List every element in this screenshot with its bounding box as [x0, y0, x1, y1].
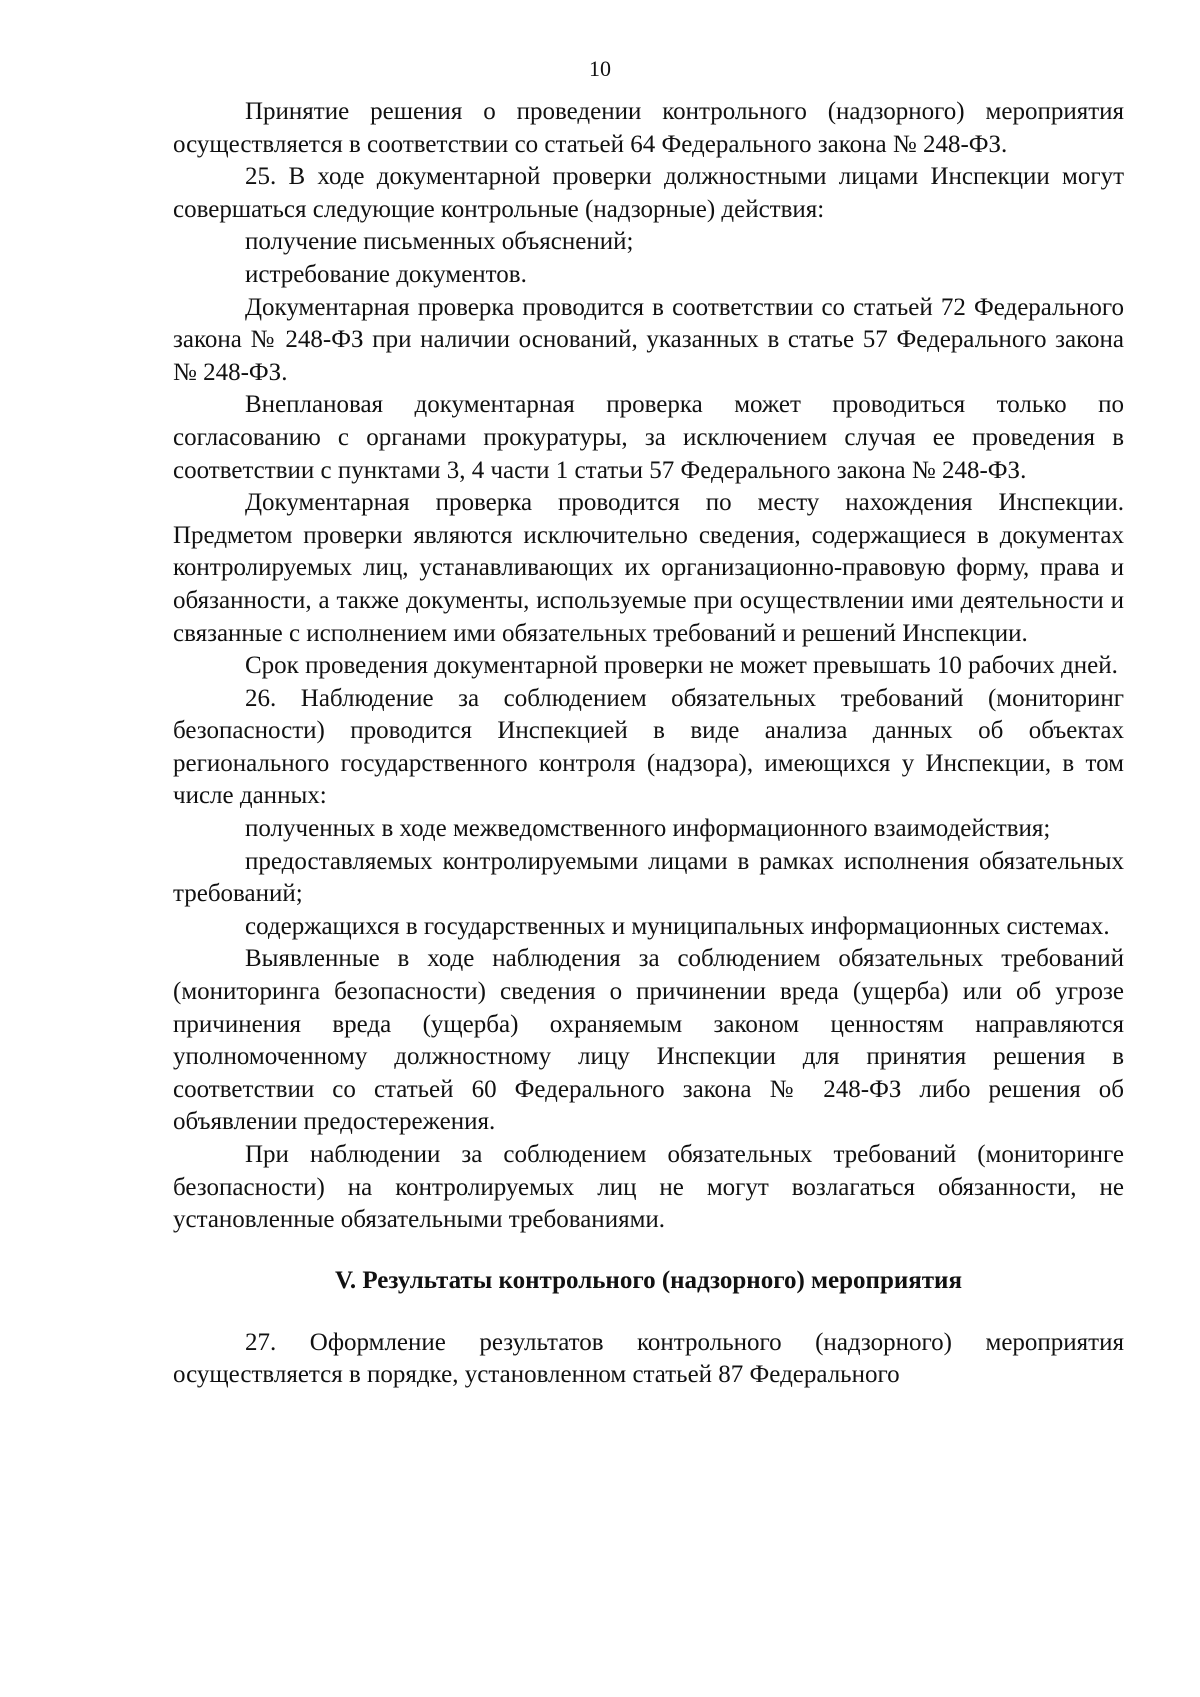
list-item: получение письменных объяснений;	[245, 228, 634, 256]
document-body	[173, 96, 1124, 1392]
section-heading: V. Результаты контрольного (надзорного) мероприятия	[335, 1266, 962, 1294]
list-item: предоставляемых контролируемыми лицами в рамках исполнения обязательных требований;	[173, 847, 1124, 908]
paragraph: 27. Оформление результатов контрольного (надзорного) мероприятия осуществляется в порядке, установленном статьей 87 Федерального	[173, 1328, 1124, 1389]
list-item: полученных в ходе межведомственного информационного взаимодействия;	[245, 815, 1051, 843]
paragraph: Документарная проверка проводится по месту нахождения Инспекции. Предметом проверки являются исключительно сведения, содержащиеся в документах контролируемых лиц, устанавливающих их организационно-правовую форму, права и обязанности, а также документы, используемые при осуществлении ими деятельности и связанные с исполнением ими обязательных требований и решений Инспекции.	[173, 489, 1124, 647]
paragraph: Выявленные в ходе наблюдения за соблюдением обязательных требований (мониторинга безопасности) сведения о причинении вреда (ущерба) или об угрозе причинения вреда (ущерба) охраняемым законом ценностям направляются уполномоченному должностному лицу Инспекции для принятия решения в соответствии со статьей 60 Федерального закона № 248-ФЗ либо решения об объявлении предостережения.	[173, 945, 1124, 1136]
list-item: содержащихся в государственных и муниципальных информационных системах.	[245, 912, 1110, 940]
paragraph: При наблюдении за соблюдением обязательных требований (мониторинге безопасности) на контролируемых лиц не могут возлагаться обязанности, не установленные обязательными требованиями.	[173, 1141, 1124, 1234]
paragraph: Срок проведения документарной проверки не может превышать 10 рабочих дней.	[245, 652, 1118, 680]
page-number: 10	[589, 56, 611, 81]
paragraph: 26. Наблюдение за соблюдением обязательных требований (мониторинг безопасности) проводится Инспекцией в виде анализа данных об объектах регионального государственного контроля (надзора), имеющихся у Инспекции, в том числе данных:	[173, 684, 1124, 810]
list-item: истребование документов.	[245, 260, 527, 288]
paragraph: Документарная проверка проводится в соответствии со статьей 72 Федерального закона № 248-ФЗ при наличии оснований, указанных в статье 57 Федерального закона № 248-ФЗ.	[173, 293, 1124, 386]
paragraph: Принятие решения о проведении контрольного (надзорного) мероприятия осуществляется в соответствии со статьей 64 Федерального закона № 248-ФЗ.	[173, 98, 1124, 158]
paragraph: Внеплановая документарная проверка может проводиться только по согласованию с органами прокуратуры, за исключением случая ее проведения в соответствии с пунктами 3, 4 части 1 статьи 57 Федерального закона № 248-ФЗ.	[173, 391, 1124, 484]
paragraph: 25. В ходе документарной проверки должностными лицами Инспекции могут совершаться следующие контрольные (надзорные) действия:	[173, 163, 1124, 223]
